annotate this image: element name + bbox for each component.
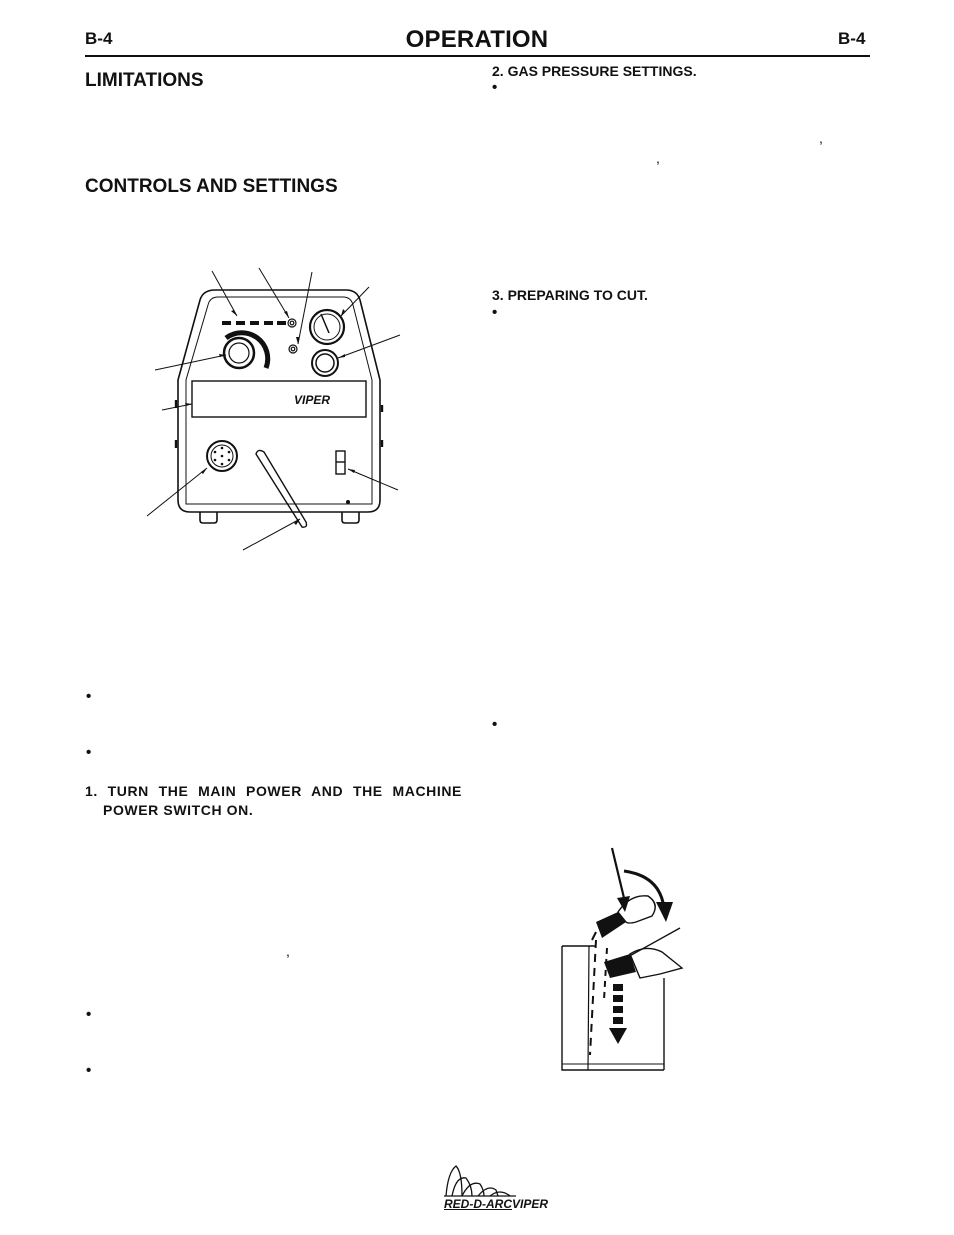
bullet-marker: •	[492, 716, 498, 733]
bullet-marker: •	[492, 79, 498, 96]
torch-lower-icon	[604, 928, 682, 978]
step1-heading-line2: POWER SWITCH ON.	[103, 802, 254, 818]
step3-heading: 3. PREPARING TO CUT.	[492, 287, 648, 303]
page-code-left: B-4	[85, 29, 113, 48]
step1-heading-line1: 1. TURN THE MAIN POWER AND THE MACHINE	[85, 783, 462, 799]
footer-brand: RED-D-ARC	[444, 1197, 512, 1211]
step2-heading: 2. GAS PRESSURE SETTINGS.	[492, 63, 697, 79]
limitations-heading: LIMITATIONS	[85, 70, 204, 91]
bullet-marker: •	[86, 1006, 92, 1023]
bullet-marker: •	[86, 744, 92, 761]
bullet-marker: •	[86, 688, 92, 705]
page-title: OPERATION	[405, 26, 549, 53]
cut-path-dashed	[590, 940, 607, 1055]
page-code-right: B-4	[838, 29, 866, 48]
stray-comma: ,	[819, 130, 823, 146]
bullet-marker: •	[492, 304, 498, 321]
machine-panel-label: VIPER	[294, 393, 331, 407]
stray-comma: ,	[656, 150, 660, 166]
footer-model: VIPER	[512, 1197, 549, 1211]
bullet-marker: •	[86, 1062, 92, 1079]
controls-heading: CONTROLS AND SETTINGS	[85, 176, 338, 197]
travel-direction-arrow-icon	[609, 984, 627, 1044]
red-d-arc-logo-mark	[444, 1166, 516, 1196]
stray-comma: ,	[286, 943, 290, 959]
footer-logo	[444, 1195, 548, 1213]
